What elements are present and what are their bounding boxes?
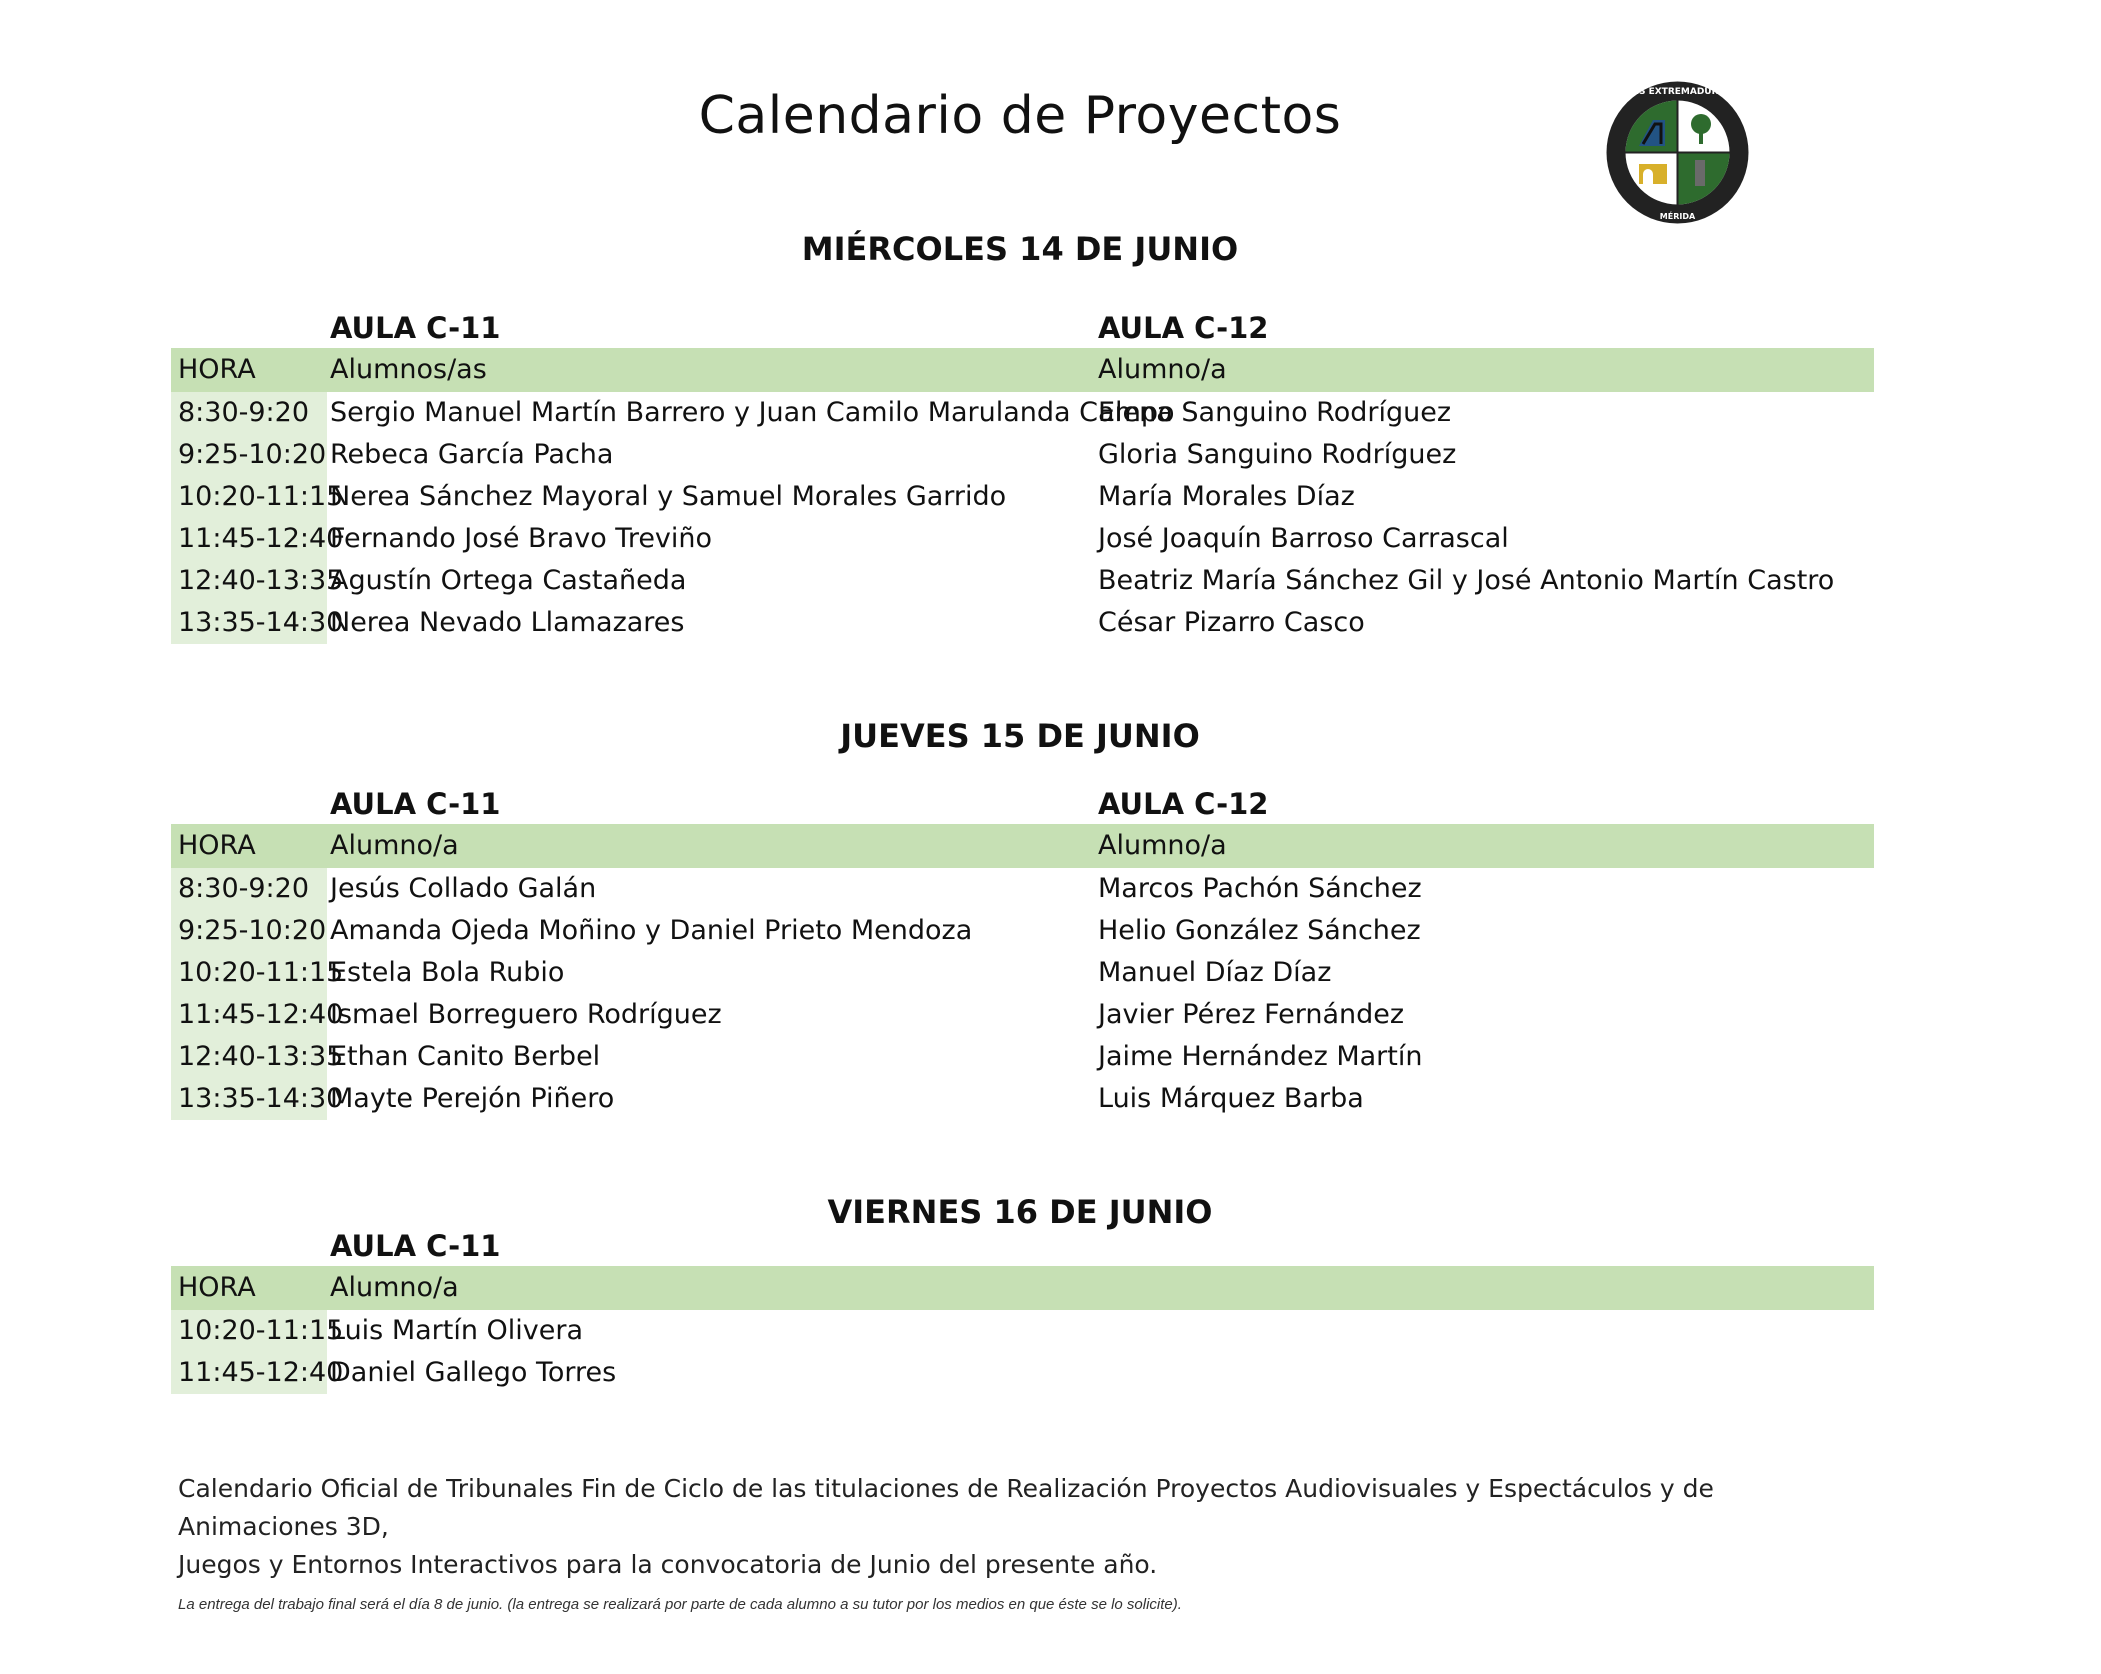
row-hora: 13:35-14:30: [178, 607, 344, 638]
row-hora: 12:40-13:35: [178, 565, 344, 596]
row-hora: 11:45-12:40: [178, 523, 344, 554]
row-student-right: José Joaquín Barroso Carrascal: [1098, 523, 1509, 554]
header-left: Alumno/a: [330, 830, 459, 861]
row-hora: 9:25-10:20: [178, 439, 327, 470]
aula-label-left: AULA C-11: [330, 1229, 501, 1263]
row-student-right: María Morales Díaz: [1098, 481, 1355, 512]
row-student-left: Ethan Canito Berbel: [330, 1041, 601, 1072]
footer-description: [178, 1470, 1878, 1584]
row-student-left: Luis Martín Olivera: [330, 1315, 584, 1346]
aula-label-left: AULA C-11: [330, 787, 501, 821]
row-student-left: Fernando José Bravo Treviño: [330, 523, 713, 554]
row-student-right: Beatriz María Sánchez Gil y José Antonio Martín Castro: [1098, 565, 1835, 596]
row-student-left: Nerea Nevado Llamazares: [330, 607, 685, 638]
header-hora: HORA: [178, 830, 256, 861]
row-hora: 11:45-12:40: [178, 999, 344, 1030]
row-hora: 12:40-13:35: [178, 1041, 344, 1072]
footer-note: La entrega del trabajo final será el día 8 de junio. (la entrega se realizará por parte de cada alumno a su tutor por los medios en que éste se lo solicite).: [178, 1596, 1182, 1613]
row-student-right: Gloria Sanguino Rodríguez: [1098, 439, 1457, 470]
aula-label-right: AULA C-12: [1098, 787, 1269, 821]
header-hora: HORA: [178, 354, 256, 385]
row-student-left: Nerea Sánchez Mayoral y Samuel Morales Garrido: [330, 481, 1007, 512]
row-student-right: Marcos Pachón Sánchez: [1098, 873, 1422, 904]
school-logo: [1605, 80, 1750, 225]
row-student-right: Javier Pérez Fernández: [1098, 999, 1405, 1030]
footer-line-1: Calendario Oficial de Tribunales Fin de Ciclo de las titulaciones de Realización Proyectos Audiovisuales y Espectáculos y de Animaciones 3D,: [178, 1474, 1714, 1541]
aula-label-left: AULA C-11: [330, 311, 501, 345]
row-hora: 13:35-14:30: [178, 1083, 344, 1114]
logo-text-bottom: MÉRIDA: [1659, 212, 1696, 221]
row-hora: 10:20-11:15: [178, 957, 344, 988]
logo-text-top: IES EXTREMADURA: [1629, 87, 1726, 97]
row-student-left: Ismael Borreguero Rodríguez: [330, 999, 722, 1030]
page-title: Calendario de Proyectos: [698, 86, 1342, 146]
row-student-left: Rebeca García Pacha: [330, 439, 614, 470]
row-hora: 10:20-11:15: [178, 481, 344, 512]
aula-label-right: AULA C-12: [1098, 311, 1269, 345]
header-left: Alumnos/as: [330, 354, 487, 385]
row-student-left: Mayte Perejón Piñero: [330, 1083, 615, 1114]
row-student-right: Jaime Hernández Martín: [1098, 1041, 1423, 1072]
row-student-left: Estela Bola Rubio: [330, 957, 565, 988]
header-hora: HORA: [178, 1272, 256, 1303]
row-student-left: Daniel Gallego Torres: [330, 1357, 617, 1388]
row-hora: 11:45-12:40: [178, 1357, 344, 1388]
row-hora: 9:25-10:20: [178, 915, 327, 946]
row-student-left: Agustín Ortega Castañeda: [330, 565, 687, 596]
header-right: Alumno/a: [1098, 830, 1227, 861]
day-heading: MIÉRCOLES 14 DE JUNIO: [801, 230, 1239, 268]
day-heading: VIERNES 16 DE JUNIO: [827, 1193, 1213, 1231]
row-hora: 8:30-9:20: [178, 873, 310, 904]
row-student-left: Amanda Ojeda Moñino y Daniel Prieto Mendoza: [330, 915, 973, 946]
header-right: Alumno/a: [1098, 354, 1227, 385]
day-heading: JUEVES 15 DE JUNIO: [840, 717, 1200, 755]
row-student-left: Sergio Manuel Martín Barrero y Juan Camilo Marulanda Campo: [330, 397, 1175, 428]
row-student-right: Elena Sanguino Rodríguez: [1098, 397, 1452, 428]
row-student-right: César Pizarro Casco: [1098, 607, 1365, 638]
row-hora: 8:30-9:20: [178, 397, 310, 428]
row-hora: 10:20-11:15: [178, 1315, 344, 1346]
row-student-right: Manuel Díaz Díaz: [1098, 957, 1332, 988]
row-student-right: Luis Márquez Barba: [1098, 1083, 1364, 1114]
row-student-right: Helio González Sánchez: [1098, 915, 1421, 946]
footer-line-2: Juegos y Entornos Interactivos para la convocatoria de Junio del presente año.: [178, 1550, 1158, 1579]
row-student-left: Jesús Collado Galán: [330, 873, 597, 904]
header-left: Alumno/a: [330, 1272, 459, 1303]
